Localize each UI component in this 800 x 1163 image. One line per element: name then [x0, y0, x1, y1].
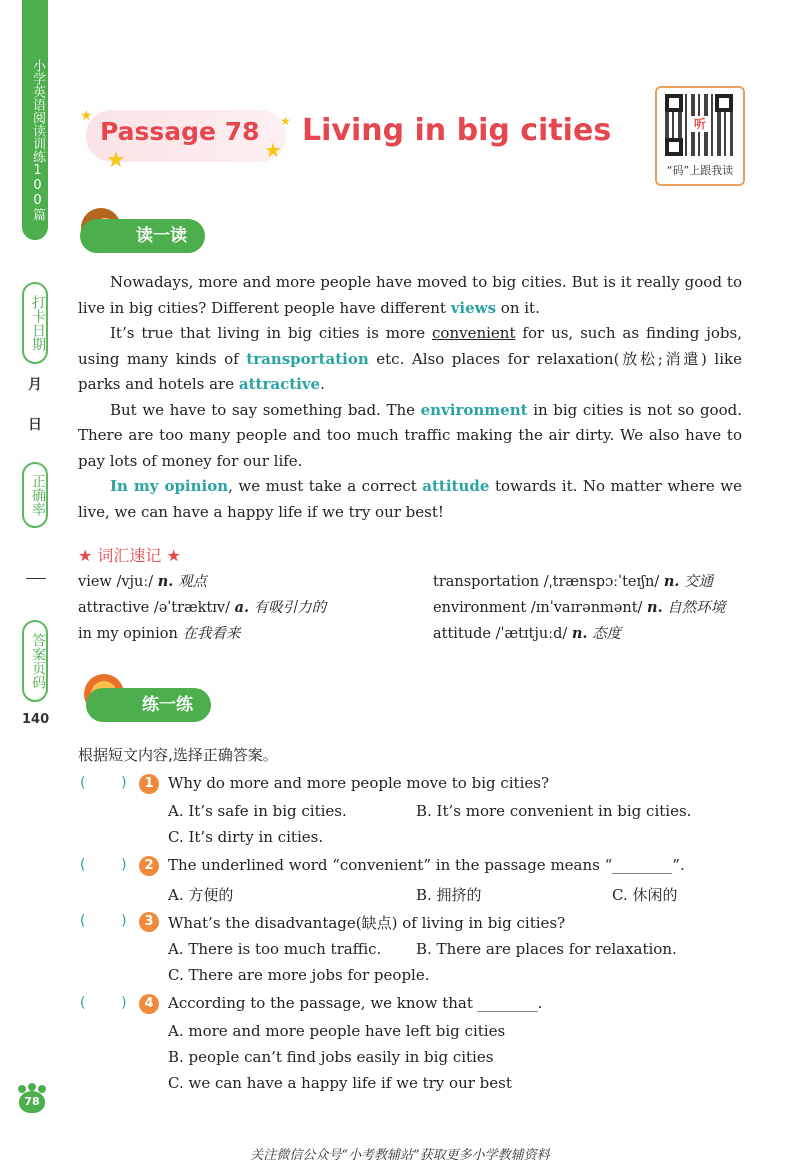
passage-paragraph [78, 398, 742, 475]
passage-run: towards it. No matter where we live, we can have a happy life if we try our best! [78, 477, 742, 521]
answer-option[interactable]: B. It’s more convenient in big cities. [416, 802, 692, 820]
vocab-meaning: 态度 [592, 626, 622, 642]
passage-run: . [320, 375, 325, 393]
vocab-meaning: 观点 [177, 574, 207, 590]
vocab-highlight: transportation [246, 349, 369, 368]
accuracy-blank [26, 578, 46, 579]
vocab-pronunciation: /ˌtrænspɔːˈteɪʃn/ [543, 574, 660, 590]
question-text: What’s the disadvantage(缺点) of living in big cities? [168, 914, 566, 932]
question-number: 4 [139, 994, 159, 1014]
listen-icon: 听 [690, 116, 710, 132]
vocab-word: environment [433, 600, 527, 616]
star-icon: ★ [280, 114, 291, 128]
answer-blank[interactable]: ( ) [80, 995, 127, 1011]
passage-paragraph [78, 474, 742, 525]
vocab-word: attractive [78, 600, 150, 616]
question-text: The underlined word “convenient” in the passage means “________”. [168, 856, 685, 874]
passage-run: on it. [496, 298, 540, 317]
passage-run: But we have to say something bad. The [110, 400, 421, 419]
vocab-item [433, 596, 725, 617]
vocab-highlight: attitude [422, 477, 490, 495]
answer-option[interactable]: A. more and more people have left big cities [168, 1022, 506, 1040]
passage-run: It’s true that living in big cities is more [110, 324, 433, 342]
question-number: 1 [139, 774, 159, 794]
answer-option[interactable]: B. 拥挤的 [416, 886, 482, 904]
star-icon: ★ [106, 148, 126, 173]
answer-option[interactable]: A. There is too much traffic. [168, 940, 382, 958]
vocab-pronunciation: /ɪnˈvaɪrənmənt/ [530, 600, 643, 616]
qr-finder [715, 94, 733, 112]
vocab-pos: n. [571, 625, 588, 642]
vocab-item [433, 570, 713, 591]
book-title: 小学英语阅读训练100篇 [22, 0, 48, 240]
vocab-meaning: 有吸引力的 [253, 600, 327, 616]
passage-run: , we must take a correct [228, 477, 423, 495]
answer-option[interactable]: C. 休闲的 [612, 886, 678, 904]
footer-note: 关注微信公众号“小考教辅站”获取更多小学教辅资料 [250, 1148, 550, 1163]
vocab-meaning: 交通 [684, 574, 714, 590]
answer-blank[interactable]: ( ) [80, 857, 127, 873]
vocab-item [78, 596, 326, 617]
question-number: 2 [139, 856, 159, 876]
vocab-item [78, 570, 207, 591]
passage-text [78, 270, 742, 525]
checkin-date-label: 打卡日期 [22, 282, 48, 364]
paw-toe [38, 1085, 46, 1093]
answer-option[interactable]: C. There are more jobs for people. [168, 966, 430, 984]
answer-blank[interactable]: ( ) [80, 775, 127, 791]
vocab-meaning: 自然环境 [667, 600, 726, 616]
practice-section-badge: 练一练 [86, 688, 211, 722]
page-title: Living in big cities [302, 113, 612, 148]
vocab-highlight: In my opinion [110, 477, 229, 495]
vocab-word: in my opinion [78, 626, 178, 642]
paw-toe [28, 1083, 36, 1091]
answer-option[interactable]: A. 方便的 [168, 886, 234, 904]
sidebar [22, 0, 52, 735]
qr-label: “码”上跟我读 [666, 164, 734, 177]
qr-code[interactable] [655, 86, 745, 186]
answer-blank[interactable]: ( ) [80, 913, 127, 929]
vocab-pos: a. [234, 599, 250, 616]
question-number: 3 [139, 912, 159, 932]
day-label: 日 [28, 417, 42, 433]
vocab-meaning: 在我看来 [182, 626, 241, 642]
vocab-item [78, 622, 240, 643]
answer-option[interactable]: C. It’s dirty in cities. [168, 828, 324, 846]
passage-run: Nowadays, more and more people have moved to big cities. But is it really good to live in big cities? Different people have different [78, 273, 742, 317]
month-label: 月 [28, 377, 42, 393]
passage-run: for us, such as finding jobs, using many kinds of [78, 324, 742, 368]
answer-option[interactable]: B. people can’t find jobs easily in big cities [168, 1048, 494, 1066]
star-icon: ★ [80, 108, 93, 124]
question-text: Why do more and more people move to big cities? [168, 774, 549, 792]
vocab-highlight: views [450, 298, 497, 317]
passage-run: in big cities is not so good. There are too many people and too much traffic making the air dirty. We also have to pay lots of money for our life. [78, 400, 742, 470]
answer-page-number: 140 [22, 712, 50, 727]
star-icon: ★ [264, 138, 282, 162]
instruction: 根据短文内容,选择正确答案。 [78, 746, 278, 764]
vocab-highlight: environment [420, 400, 528, 419]
page-number-paw [15, 1083, 49, 1113]
answer-code-label: 答案页码 [22, 620, 48, 702]
vocab-pos: n. [647, 599, 663, 616]
passage-label: Passage 78 [100, 117, 260, 146]
vocab-item [433, 622, 621, 643]
vocab-pos: n. [663, 573, 680, 590]
passage-run: etc. Also places for relaxation(放松;消遣) like parks and hotels are [78, 349, 742, 393]
page-number: 78 [19, 1091, 45, 1113]
vocab-highlight: attractive [238, 375, 321, 393]
vocab-heading: ★ 词汇速记 ★ [78, 546, 181, 565]
vocab-pronunciation: /vjuː/ [116, 574, 154, 590]
vocab-word: view [78, 574, 112, 590]
vocab-pronunciation: /əˈtræktɪv/ [153, 600, 231, 616]
question-text: According to the passage, we know that ________. [168, 994, 543, 1012]
answer-option[interactable]: B. There are places for relaxation. [416, 940, 677, 958]
qr-finder [665, 94, 683, 112]
vocab-word: attitude [433, 626, 491, 642]
qr-finder [665, 138, 683, 156]
vocab-word: transportation [433, 574, 540, 590]
read-section-badge: 读一读 [80, 219, 205, 253]
accuracy-label: 正确率 [22, 462, 48, 528]
vocab-pronunciation: /ˈætɪtjuːd/ [495, 626, 568, 642]
vocab-pos: n. [157, 573, 174, 590]
answer-option[interactable]: A. It’s safe in big cities. [168, 802, 347, 820]
answer-option[interactable]: C. we can have a happy life if we try our best [168, 1074, 512, 1092]
passage-paragraph [78, 270, 742, 321]
passage-paragraph [78, 321, 742, 398]
underlined-word: convenient [432, 324, 516, 342]
